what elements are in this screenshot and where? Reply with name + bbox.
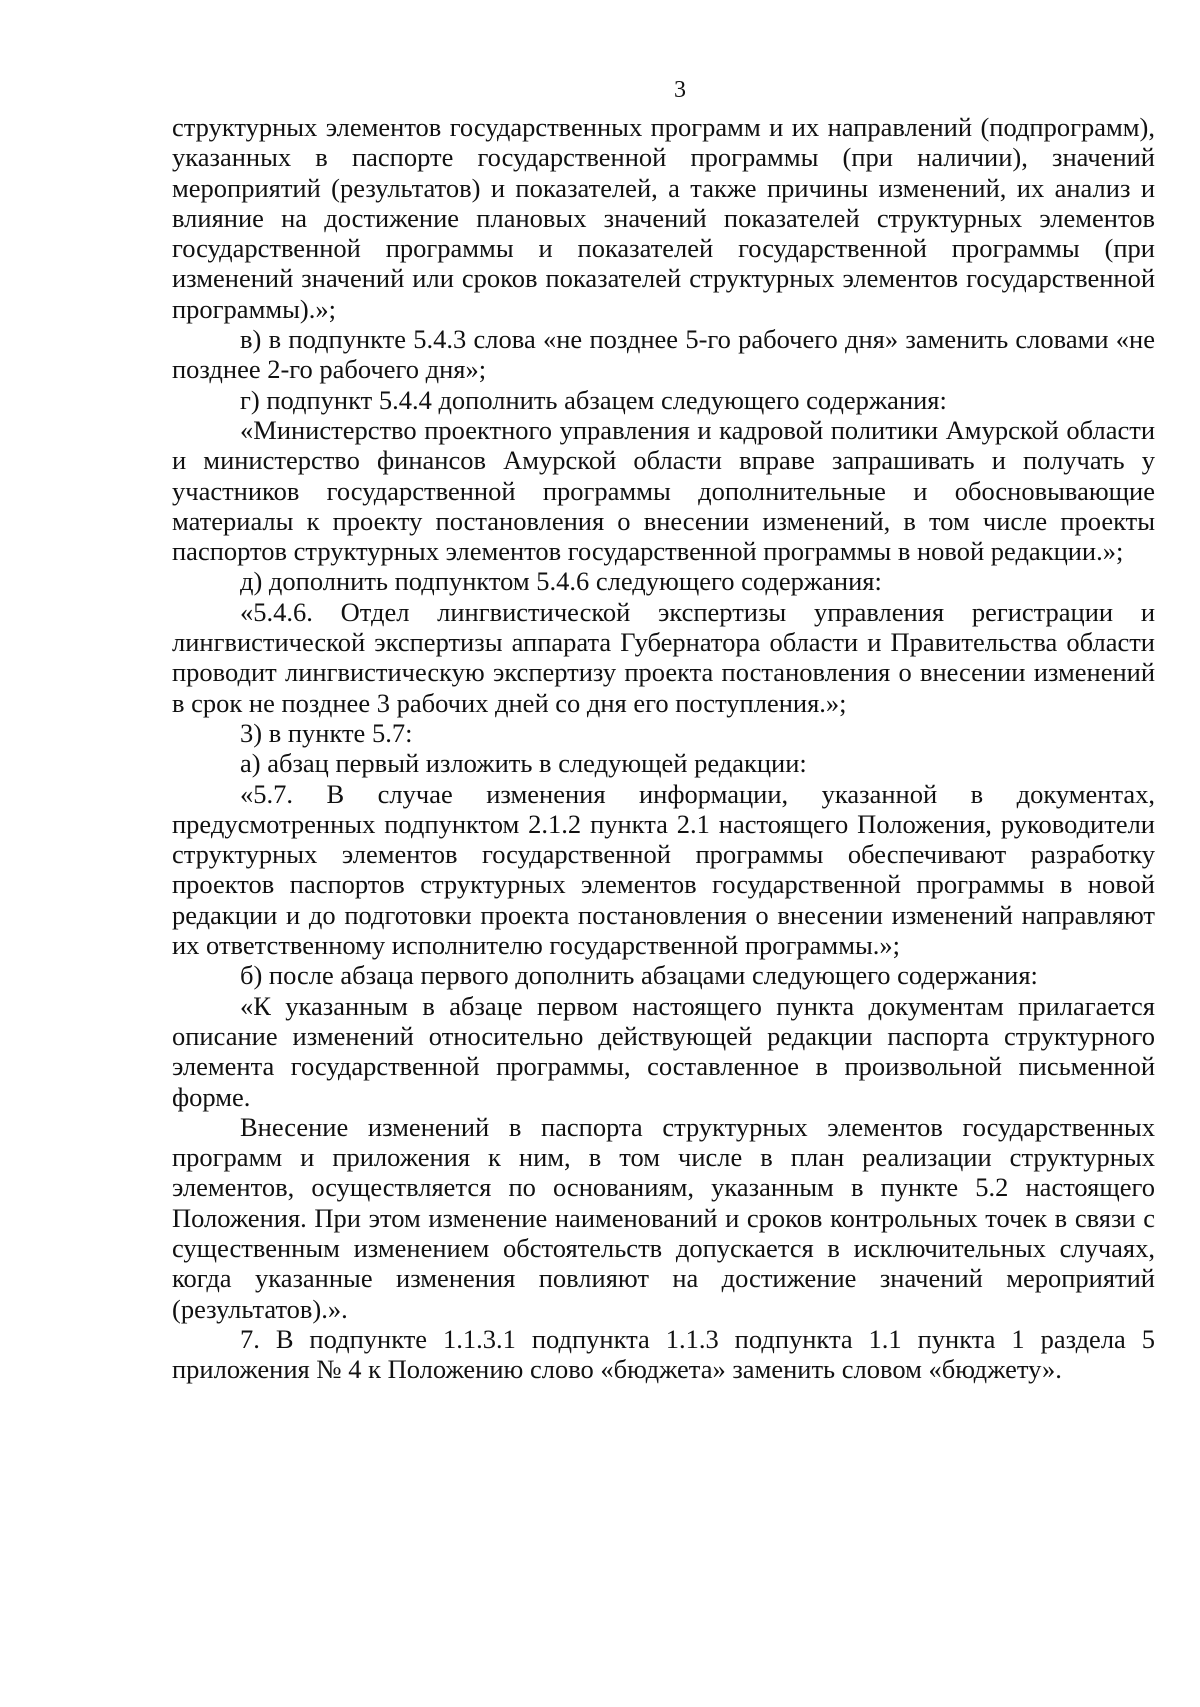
paragraph: д) дополнить подпунктом 5.4.6 следующего содержания:	[240, 566, 882, 597]
paragraph: Внесение изменений в паспорта структурных элементов государственных программ и приложения к ним, в том числе в план реализации структурных элементов, осуществляется по основаниям, указанным в пункте 5.2 настоящего Положения. При этом изменение наименований и сроков контрольных точек в связи с существенным изменением обстоятельств допускается в исключительных случаях, когда указанные изменения повлияют на достижение значений мероприятий (результатов).».	[172, 1111, 1155, 1324]
paragraph: структурных элементов государственных программ и их направлений (подпрограмм), указанных в паспорте государственной программы (при наличии), значений мероприятий (результатов) и показателей, а также причины изменений, их анализ и влияние на достижение плановых значений показателей структурных элементов государственной программы и показателей государственной программы (при изменений значений или сроков показателей структурных элементов государственной программы).»;	[172, 112, 1155, 324]
paragraph: «5.7. В случае изменения информации, указанной в документах, предусмотренных подпунктом 2.1.2 пункта 2.1 настоящего Положения, руководители структурных элементов государственной программы обеспечивают разработку проектов паспортов структурных элементов государственной программы в новой редакции и до подготовки проекта постановления о внесении изменений направляют их ответственному исполнителю государственной программы.»;	[172, 778, 1155, 961]
paragraph: «Министерство проектного управления и кадровой политики Амурской области и министерство финансов Амурской области вправе запрашивать и получать у участников государственной программы дополнительные и обосновывающие материалы к проекту постановления о внесении изменений, в том числе проекты паспортов структурных элементов государственной программы в новой редакции.»;	[172, 414, 1155, 567]
paragraph: в) в подпункте 5.4.3 слова «не позднее 5-го рабочего дня» заменить словами «не позднее 2-го рабочего дня»;	[172, 324, 1155, 385]
paragraph: «К указанным в абзаце первом настоящего пункта документам прилагается описание изменений относительно действующей редакции паспорта структурного элемента государственной программы, составленное в произвольной письменной форме.	[172, 990, 1155, 1112]
paragraph: «5.4.6. Отдел лингвистической экспертизы управления регистрации и лингвистической экспертизы аппарата Губернатора области и Правительства области проводит лингвистическую экспертизу проекта постановления о внесении изменений в срок не позднее 3 рабочих дней со дня его поступления.»;	[172, 596, 1155, 718]
document-body	[172, 112, 1155, 1384]
paragraph: 7. В подпункте 1.1.3.1 подпункта 1.1.3 подпункта 1.1 пункта 1 раздела 5 приложения № 4 к Положению слово «бюджета» заменить словом «бюджету».	[172, 1323, 1155, 1385]
paragraph: г) подпункт 5.4.4 дополнить абзацем следующего содержания:	[240, 384, 947, 415]
paragraph: 3) в пункте 5.7:	[240, 717, 413, 748]
paragraph: а) абзац первый изложить в следующей редакции:	[240, 748, 807, 779]
paragraph: б) после абзаца первого дополнить абзацами следующего содержания:	[240, 960, 1038, 991]
page-number: 3	[674, 77, 686, 103]
